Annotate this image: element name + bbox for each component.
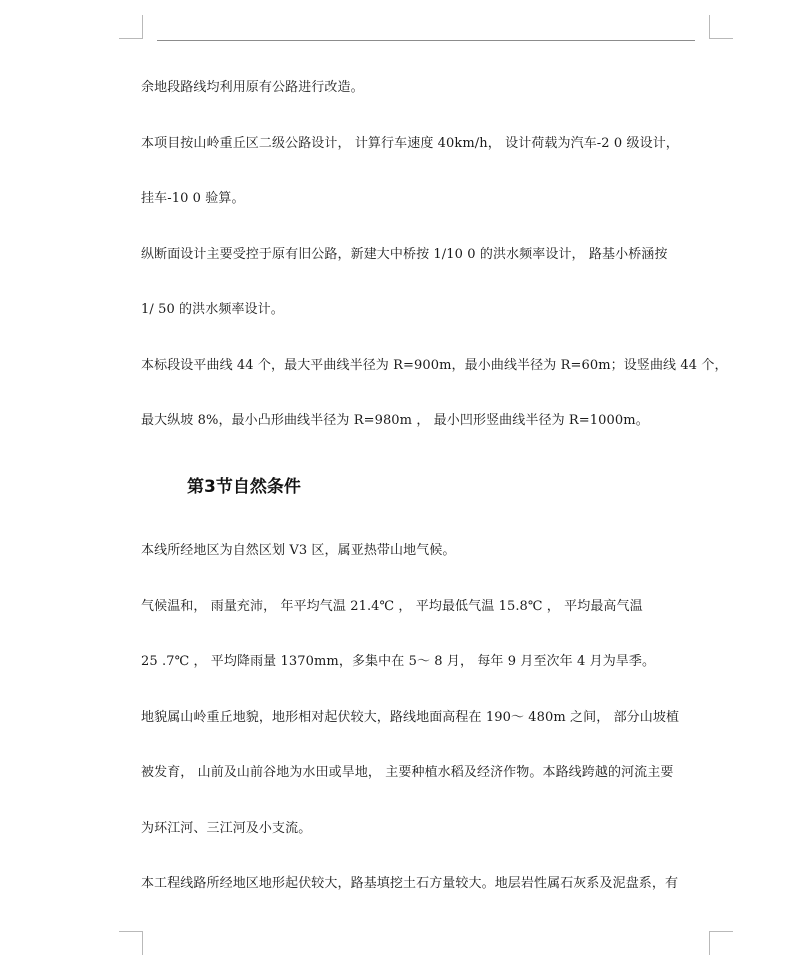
- crop-mark-bottom-left-h: [119, 931, 143, 932]
- crop-mark-bottom-right-v: [709, 931, 710, 955]
- crop-mark-bottom-left-v: [142, 931, 143, 955]
- body-line: 本工程线路所经地区地形起伏较大，路基填挖土石方量较大。地层岩性属石灰系及泥盘系，有: [141, 876, 679, 891]
- crop-mark-top-right-v: [709, 15, 710, 39]
- body-line: 地貌属山岭重丘地貌，地形相对起伏较大，路线地面高程在 190～ 480m 之间， 部分山坡植: [141, 710, 680, 725]
- body-line: 1/ 50 的洪水频率设计。: [141, 302, 284, 317]
- crop-mark-top-right-h: [709, 38, 733, 39]
- body-line: 余地段路线均利用原有公路进行改造。: [141, 80, 364, 95]
- body-line: 纵断面设计主要受控于原有旧公路，新建大中桥按 1/10 0 的洪水频率设计， 路基小桥涵按: [141, 247, 668, 262]
- body-line: 25 .7℃ ， 平均降雨量 1370mm，多集中在 5～ 8 月， 每年 9 月至次年 4 月为旱季。: [141, 654, 656, 669]
- body-line: 被发育， 山前及山前谷地为水田或旱地， 主要种植水稻及经济作物。本路线跨越的河流主要: [141, 765, 674, 780]
- section-heading: 第3节自然条件: [187, 477, 301, 497]
- body-line: 本项目按山岭重丘区二级公路设计， 计算行车速度 40km/h， 设计荷载为汽车-2 0 级设计，: [141, 136, 679, 151]
- header-rule: [157, 40, 695, 41]
- crop-mark-top-left-v: [142, 15, 143, 39]
- body-line: 本线所经地区为自然区划 V3 区，属亚热带山地气候。: [141, 543, 456, 558]
- body-line: 气候温和， 雨量充沛， 年平均气温 21.4℃ ， 平均最低气温 15.8℃ ， 平均最高气温: [141, 599, 643, 614]
- body-line: 本标段设平曲线 44 个，最大平曲线半径为 R=900m，最小曲线半径为 R=60m；设竖曲线 44 个，: [141, 358, 728, 373]
- body-line: 最大纵坡 8%，最小凸形曲线半径为 R=980m ， 最小凹形竖曲线半径为 R=1000m。: [141, 413, 649, 428]
- crop-mark-top-left-h: [119, 38, 143, 39]
- body-line: 为环江河、三江河及小支流。: [141, 821, 312, 836]
- crop-mark-bottom-right-h: [709, 931, 733, 932]
- body-line: 挂车-10 0 验算。: [141, 191, 245, 206]
